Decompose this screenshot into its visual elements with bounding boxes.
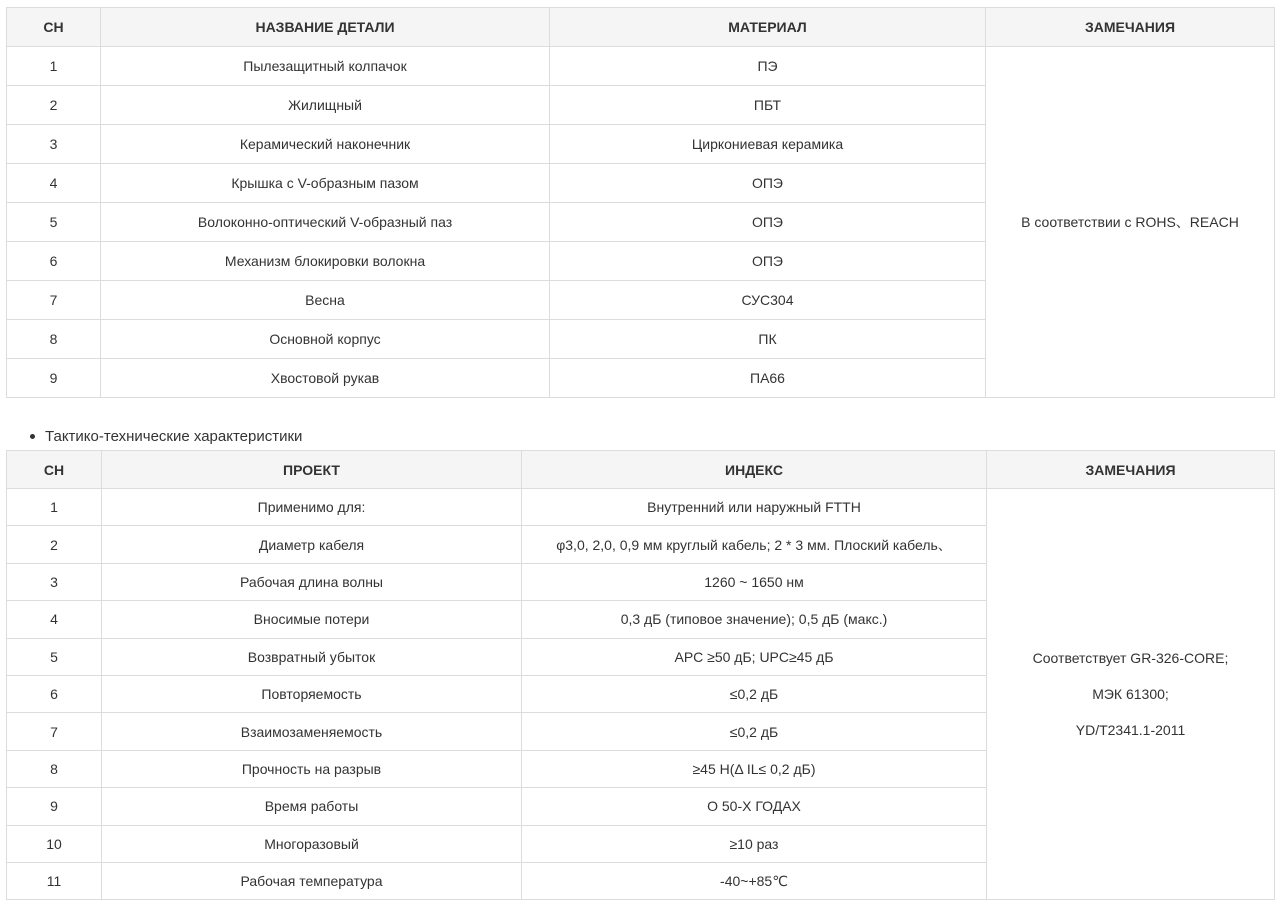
row-number: 6	[7, 242, 101, 281]
spec-project: Вносимые потери	[102, 601, 522, 638]
materials-header-row	[7, 8, 1275, 47]
row-number: 3	[7, 125, 101, 164]
spec-index: φ3,0, 2,0, 0,9 мм круглый кабель; 2 * 3 мм. Плоский кабель、	[522, 526, 987, 563]
part-name: Волоконно-оптический V-образный паз	[101, 203, 550, 242]
materials-remark: В соответствии с ROHS、REACH	[986, 47, 1275, 398]
row-number: 9	[7, 359, 101, 398]
specs-header-row	[7, 451, 1275, 489]
row-number: 2	[7, 526, 102, 563]
part-material: ПК	[550, 320, 986, 359]
spec-index: ≥45 Н(Δ IL≤ 0,2 дБ)	[522, 750, 987, 787]
row-number: 11	[7, 862, 102, 899]
part-material: ПА66	[550, 359, 986, 398]
spec-project: Диаметр кабеля	[102, 526, 522, 563]
specs-remarks	[987, 489, 1275, 900]
specs-heading-text: Тактико-технические характеристики	[45, 427, 303, 445]
header-index: ИНДЕКС	[522, 451, 987, 489]
specs-table	[6, 450, 1275, 900]
part-name: Крышка с V-образным пазом	[101, 164, 550, 203]
specs-heading	[30, 426, 302, 446]
row-number: 10	[7, 825, 102, 862]
row-number: 8	[7, 320, 101, 359]
part-material: СУС304	[550, 281, 986, 320]
spec-index: 1260 ~ 1650 нм	[522, 563, 987, 600]
bullet-icon	[30, 434, 35, 439]
part-name: Жилищный	[101, 86, 550, 125]
row-number: 4	[7, 601, 102, 638]
header-remarks: ЗАМЕЧАНИЯ	[986, 8, 1275, 47]
spec-project: Рабочая температура	[102, 862, 522, 899]
spec-index: Внутренний или наружный FTTH	[522, 489, 987, 526]
part-material: ОПЭ	[550, 242, 986, 281]
spec-index: ≥10 раз	[522, 825, 987, 862]
part-material: ОПЭ	[550, 164, 986, 203]
spec-index: -40~+85℃	[522, 862, 987, 899]
row-number: 9	[7, 788, 102, 825]
header-material: МАТЕРИАЛ	[550, 8, 986, 47]
part-name: Керамический наконечник	[101, 125, 550, 164]
table-row	[7, 489, 1275, 526]
row-number: 7	[7, 713, 102, 750]
part-material: ОПЭ	[550, 203, 986, 242]
row-number: 6	[7, 675, 102, 712]
remark-line: Соответствует GR-326-CORE;	[1032, 650, 1229, 667]
header-part-name: НАЗВАНИЕ ДЕТАЛИ	[101, 8, 550, 47]
spec-project: Прочность на разрыв	[102, 750, 522, 787]
part-name: Основной корпус	[101, 320, 550, 359]
spec-project: Повторяемость	[102, 675, 522, 712]
table-row	[7, 47, 1275, 86]
row-number: 5	[7, 638, 102, 675]
part-name: Хвостовой рукав	[101, 359, 550, 398]
spec-index: ≤0,2 дБ	[522, 675, 987, 712]
spec-project: Возвратный убыток	[102, 638, 522, 675]
spec-project: Время работы	[102, 788, 522, 825]
header-project: ПРОЕКТ	[102, 451, 522, 489]
row-number: 8	[7, 750, 102, 787]
remark-line: YD/T2341.1-2011	[1075, 722, 1186, 739]
row-number: 7	[7, 281, 101, 320]
part-name: Пылезащитный колпачок	[101, 47, 550, 86]
spec-index: ≤0,2 дБ	[522, 713, 987, 750]
header-remarks: ЗАМЕЧАНИЯ	[987, 451, 1275, 489]
part-material: ПБТ	[550, 86, 986, 125]
spec-project: Взаимозаменяемость	[102, 713, 522, 750]
row-number: 1	[7, 489, 102, 526]
spec-index: О 50-Х ГОДАХ	[522, 788, 987, 825]
materials-table	[6, 7, 1275, 398]
part-name: Весна	[101, 281, 550, 320]
spec-project: Применимо для:	[102, 489, 522, 526]
spec-index: 0,3 дБ (типовое значение); 0,5 дБ (макс.)	[522, 601, 987, 638]
row-number: 1	[7, 47, 101, 86]
part-material: ПЭ	[550, 47, 986, 86]
spec-project: Многоразовый	[102, 825, 522, 862]
row-number: 3	[7, 563, 102, 600]
part-name: Механизм блокировки волокна	[101, 242, 550, 281]
row-number: 4	[7, 164, 101, 203]
row-number: 2	[7, 86, 101, 125]
part-material: Циркониевая керамика	[550, 125, 986, 164]
spec-index: APC ≥50 дБ; UPC≥45 дБ	[522, 638, 987, 675]
spec-project: Рабочая длина волны	[102, 563, 522, 600]
remark-line: МЭК 61300;	[1092, 686, 1169, 703]
row-number: 5	[7, 203, 101, 242]
header-sn: СН	[7, 8, 101, 47]
header-sn: СН	[7, 451, 102, 489]
